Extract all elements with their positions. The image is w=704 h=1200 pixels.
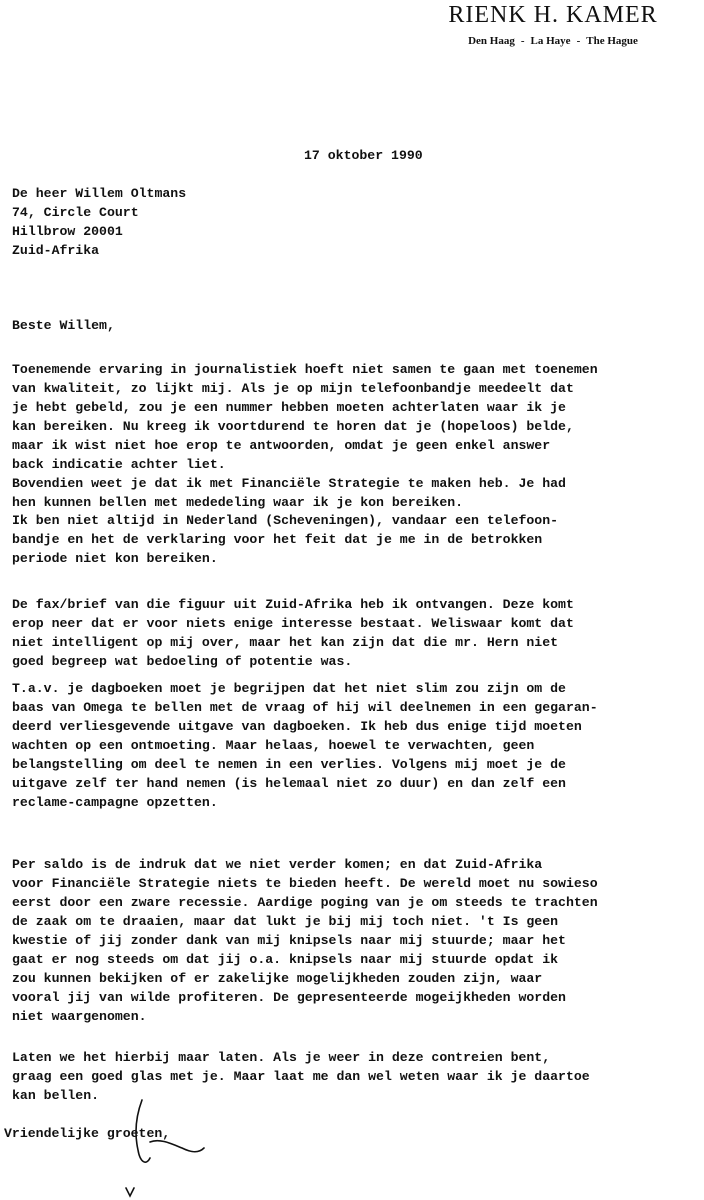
text-line: graag een goed glas met je. Maar laat me dan wel weten waar ik je daartoe (12, 1069, 590, 1084)
paragraph-3 (12, 595, 574, 671)
city-separator: - (520, 35, 525, 47)
text-line: goed begreep wat bedoeling of potentie was. (12, 654, 353, 669)
address-line: Hillbrow 20001 (12, 224, 123, 239)
text-line: deerd verliesgevende uitgave van dagboeken. Ik heb dus enige tijd moeten (12, 719, 582, 734)
text-line: je hebt gebeld, zou je een nummer hebben moeten achterlaten waar ik je (12, 400, 566, 415)
text-line: Toenemende ervaring in journalistiek hoeft niet samen te gaan met toenemen (12, 362, 598, 377)
text-line: hen kunnen bellen met mededeling waar ik je kon bereiken. (12, 495, 464, 510)
text-line: niet waargenomen. (12, 1009, 147, 1024)
city-la-haye: La Haye (530, 35, 571, 47)
handwritten-signature (100, 1092, 220, 1200)
text-line: gaat er nog steeds om dat jij o.a. knipsels naar mij stuurde opdat ik (12, 952, 559, 967)
closing: Vriendelijke groeten, (4, 1126, 171, 1141)
paragraph-5 (12, 855, 598, 1026)
text-line: bandje en het de verklaring voor het feit dat je me in de betrokken (12, 532, 543, 547)
text-line: T.a.v. je dagboeken moet je begrijpen dat het niet slim zou zijn om de (12, 681, 566, 696)
text-line: back indicatie achter liet. (12, 457, 226, 472)
address-line: Zuid-Afrika (12, 243, 100, 258)
paragraph-4 (12, 679, 598, 812)
paragraph-2 (12, 511, 558, 568)
text-line: baas van Omega te bellen met de vraag of hij wil deelnemen in een gegaran- (12, 700, 598, 715)
text-line: Bovendien weet je dat ik met Financiële Strategie te maken heb. Je had (12, 476, 566, 491)
text-line: niet intelligent op mij over, maar het kan zijn dat die mr. Hern niet (12, 635, 559, 650)
text-line: voor Financiële Strategie niets te bieden heeft. De wereld moet nu sowieso (12, 876, 598, 891)
paragraph-1 (12, 360, 598, 512)
recipient-address (12, 184, 186, 260)
salutation: Beste Willem, (12, 318, 115, 333)
text-line: uitgave zelf ter hand nemen (is helemaal niet zo duur) en dan zelf een (12, 776, 566, 791)
text-line: van kwaliteit, zo lijkt mij. Als je op mijn telefoonbandje meedeelt dat (12, 381, 574, 396)
city-den-haag: Den Haag (468, 35, 515, 47)
address-line: 74, Circle Court (12, 205, 139, 220)
text-line: wachten op een ontmoeting. Maar helaas, hoewel te verwachten, geen (12, 738, 535, 753)
text-line: Laten we het hierbij maar laten. Als je weer in deze contreien bent, (12, 1050, 551, 1065)
text-line: zou kunnen bekijken of er zakelijke mogelijkheden zouden zijn, waar (12, 971, 543, 986)
text-line: vooral jij van wilde profiteren. De gepresenteerde mogeijkheden worden (12, 990, 566, 1005)
text-line: maar ik wist niet hoe erop te antwoorden, omdat je geen enkel answer (12, 438, 551, 453)
city-separator: - (576, 35, 581, 47)
text-line: kan bellen. (12, 1088, 100, 1103)
letterhead (418, 0, 688, 48)
text-line: erop neer dat er voor niets enige interesse bestaat. Weliswaar komt dat (12, 616, 574, 631)
text-line: Per saldo is de indruk dat we niet verder komen; en dat Zuid-Afrika (12, 857, 543, 872)
text-line: periode niet kon bereiken. (12, 551, 218, 566)
text-line: belangstelling om deel te nemen in een verlies. Volgens mij moet je de (12, 757, 566, 772)
city-the-hague: The Hague (586, 35, 638, 47)
text-line: eerst door een zware recessie. Aardige poging van je om steeds te trachten (12, 895, 598, 910)
text-line: kwestie of jij zonder dank van mij knipsels naar mij stuurde; maar het (12, 933, 566, 948)
text-line: de zaak om te draaien, maar dat lukt je bij mij toch niet. 't Is geen (12, 914, 559, 929)
letter-date: 17 oktober 1990 (304, 148, 423, 163)
text-line: kan bereiken. Nu kreeg ik voortdurend te horen dat je (hopeloos) belde, (12, 419, 574, 434)
text-line: reclame-campagne opzetten. (12, 795, 218, 810)
text-line: De fax/brief van die figuur uit Zuid-Afrika heb ik ontvangen. Deze komt (12, 597, 574, 612)
letterhead-name: RIENK H. KAMER (448, 2, 658, 28)
address-line: De heer Willem Oltmans (12, 186, 187, 201)
paragraph-6 (12, 1048, 590, 1105)
text-line: Ik ben niet altijd in Nederland (Scheveningen), vandaar een telefoon- (12, 513, 559, 528)
letterhead-cities (418, 34, 688, 48)
